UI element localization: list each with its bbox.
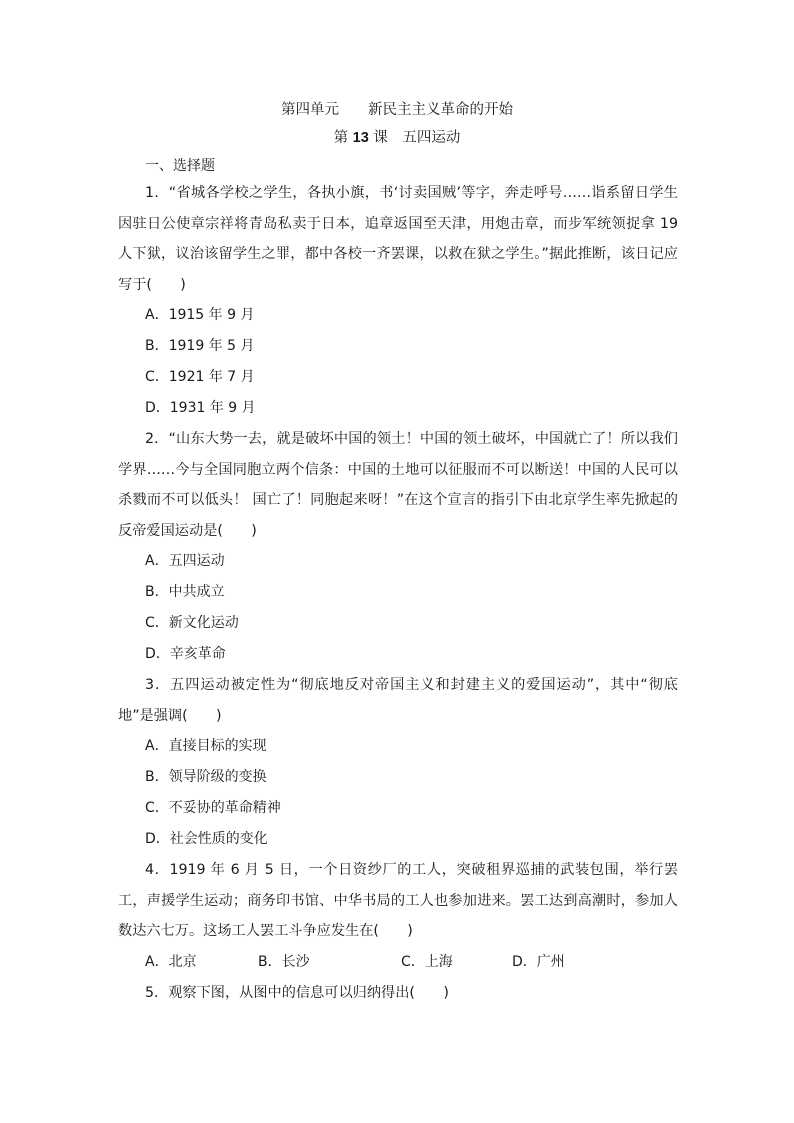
lesson-prefix: 第 — [333, 130, 353, 146]
question-4-option-b: B．长沙 — [258, 953, 310, 970]
question-3-option-d: D．社会性质的变化 — [145, 831, 268, 847]
question-5-text: 5．观察下图，从图中的信息可以归纳得出( ) — [145, 984, 449, 1001]
lesson-title — [0, 126, 794, 147]
question-content — [118, 154, 678, 1008]
question-4-option-c: C．上海 — [401, 953, 453, 970]
question-1-option-a: A．1915 年 9 月 — [145, 307, 255, 323]
question-2-text: 2．“山东大势一去，就是破坏中国的领土！中国的领土破坏，中国就亡了！所以我们学界……今与全国同胞立两个信条：中国的土地可以征服而不可以断送！中国的人民可以杀戮而不可以低头！ 国亡了！同胞起来呀！”在这个宣言的指引下由北京学生率先掀起的反帝爱国运动是( ) — [118, 431, 678, 539]
question-4-option-d: D．广州 — [512, 953, 565, 970]
question-2-option-b: B．中共成立 — [145, 584, 225, 600]
question-3-option-b: B．领导阶级的变换 — [145, 769, 267, 785]
question-2-option-a: A．五四运动 — [145, 553, 225, 569]
question-1-option-d: D．1931 年 9 月 — [145, 400, 256, 416]
lesson-suffix: 课 五四运动 — [368, 130, 461, 146]
section-heading: 一、选择题 — [145, 158, 215, 174]
question-3-option-c: C．不妥协的革命精神 — [145, 800, 281, 816]
question-2-option-c: C．新文化运动 — [145, 615, 239, 631]
question-1-option-c: C．1921 年 7 月 — [145, 369, 255, 385]
question-3-text: 3．五四运动被定性为“彻底地反对帝国主义和封建主义的爱国运动”，其中“彻底地”是强调( ) — [118, 677, 678, 724]
lesson-number: 13 — [352, 130, 369, 146]
question-1-option-b: B．1919 年 5 月 — [145, 338, 255, 354]
question-3-option-a: A．直接目标的实现 — [145, 738, 267, 754]
question-4-option-a: A．北京 — [145, 953, 197, 970]
question-4-options — [118, 947, 678, 978]
question-4-text: 4．1919 年 6 月 5 日，一个日资纱厂的工人，突破租界巡捕的武装包围，举行罢工，声援学生运动；商务印书馆、中华书局的工人也参加进来。罢工达到高潮时，参加人数达六七万。这场工人罢工斗争应发生在( ) — [118, 862, 678, 939]
unit-title: 第四单元 新民主主义革命的开始 — [281, 102, 513, 118]
question-1-text: 1．“省城各学校之学生，各执小旗，书‘讨卖国贼’等字，奔走呼号……诣系留日学生因驻日公使章宗祥将青岛私卖于日本，追章返国至天津，用炮击章，而步军统领捉拿 19 人下狱，议治该留学生之罪，都中各校一齐罢课，以救在狱之学生。”据此推断，该日记应写于( ) — [118, 185, 678, 293]
question-2-option-d: D．辛亥革命 — [145, 646, 226, 662]
